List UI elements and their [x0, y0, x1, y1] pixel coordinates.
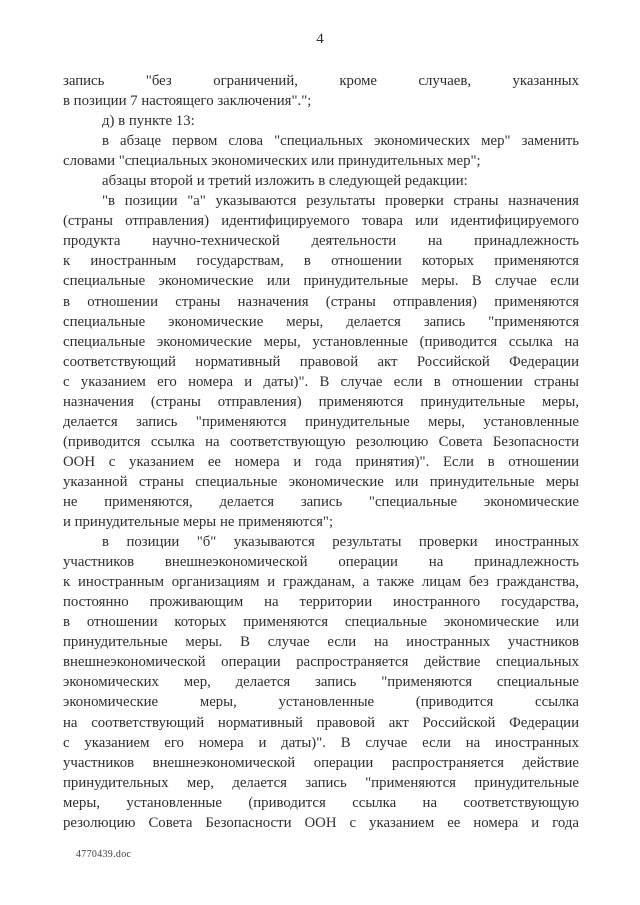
- text-line: словами "специальных экономических или принудительных мер";: [63, 153, 481, 170]
- text-line: с указанием его номера и даты)". В случае если в отношении страны: [63, 373, 579, 390]
- text-line: назначения (страны отправления) применяются принудительные меры,: [63, 393, 579, 410]
- text-line: принудительные меры. В случае если на иностранных участников: [63, 634, 579, 651]
- text-line: принудительных мер, делается запись "применяются принудительные: [63, 774, 579, 791]
- text-line: (страны отправления) идентифицируемого товара или идентифицируемого: [63, 213, 579, 230]
- text-line: абзацы второй и третий изложить в следующей редакции:: [102, 173, 468, 190]
- text-line: с указанием его номера и даты)". В случае если на иностранных: [63, 734, 579, 751]
- text-line: делается запись "применяются принудительные меры, установленные: [63, 413, 579, 430]
- text-line: экономические меры, установленные (приводится ссылка: [63, 694, 579, 711]
- text-line: д) в пункте 13:: [102, 113, 195, 130]
- text-line: специальные экономические или принудительные меры. В случае если: [63, 273, 579, 290]
- text-line: участников внешнеэкономической операции распространяется действие: [63, 754, 579, 771]
- text-line: постоянно проживающим на территории иностранного государства,: [63, 594, 579, 611]
- paragraph: [63, 191, 579, 532]
- text-line: экономических мер, делается запись "применяются специальные: [63, 674, 579, 691]
- paragraph: [63, 131, 579, 171]
- text-line: "в позиции "а" указываются результаты проверки страны назначения: [102, 193, 579, 210]
- page-number: 4: [316, 31, 324, 47]
- text-line: запись "без ограничений, кроме случаев, указанных: [63, 73, 579, 89]
- paragraph: [63, 71, 579, 111]
- text-line: продукта научно-технической деятельности на принадлежность: [63, 233, 579, 250]
- paragraph: [63, 171, 579, 191]
- paragraph: [63, 532, 579, 833]
- text-line: специальные экономические меры, делается запись "применяются: [63, 313, 579, 330]
- text-line: в позиции "б" указываются результаты проверки иностранных: [102, 534, 579, 551]
- text-line: (приводится ссылка на соответствующую резолюцию Совета Безопасности: [63, 433, 579, 450]
- text-block: [63, 71, 579, 833]
- text-line: к иностранным государствам, в отношении которых применяются: [63, 253, 579, 270]
- text-line: участников внешнеэкономической операции на принадлежность: [63, 554, 579, 571]
- text-line: в отношении страны назначения (страны отправления) применяются: [63, 293, 579, 310]
- text-line: специальные экономические меры, установленные (приводится ссылка на: [63, 333, 579, 350]
- text-line: и принудительные меры не применяются";: [63, 514, 334, 531]
- text-line: резолюцию Совета Безопасности ООН с указанием ее номера и года: [63, 814, 579, 831]
- text-line: внешнеэкономической операции распространяется действие специальных: [63, 654, 579, 671]
- text-line: соответствующий нормативный правовой акт Российской Федерации: [63, 353, 579, 370]
- footer-filename: 4770439.doc: [76, 849, 132, 860]
- text-line: в позиции 7 настоящего заключения".";: [63, 93, 312, 110]
- text-line: в отношении которых применяются специальные экономические или: [63, 614, 579, 631]
- text-line: в абзаце первом слова "специальных экономических мер" заменить: [102, 133, 579, 150]
- text-line: ООН с указанием ее номера и года принятия)". Если в отношении: [63, 453, 579, 470]
- text-line: на соответствующий нормативный правовой акт Российской Федерации: [63, 714, 579, 731]
- paragraph: [63, 111, 579, 131]
- text-line: меры, установленные (приводится ссылка на соответствующую: [63, 794, 579, 811]
- text-line: не применяются, делается запись "специальные экономические: [63, 493, 579, 510]
- text-line: к иностранным организациям и гражданам, а также лицам без гражданства,: [63, 574, 579, 591]
- text-line: указанной страны специальные экономические или принудительные меры: [63, 473, 579, 490]
